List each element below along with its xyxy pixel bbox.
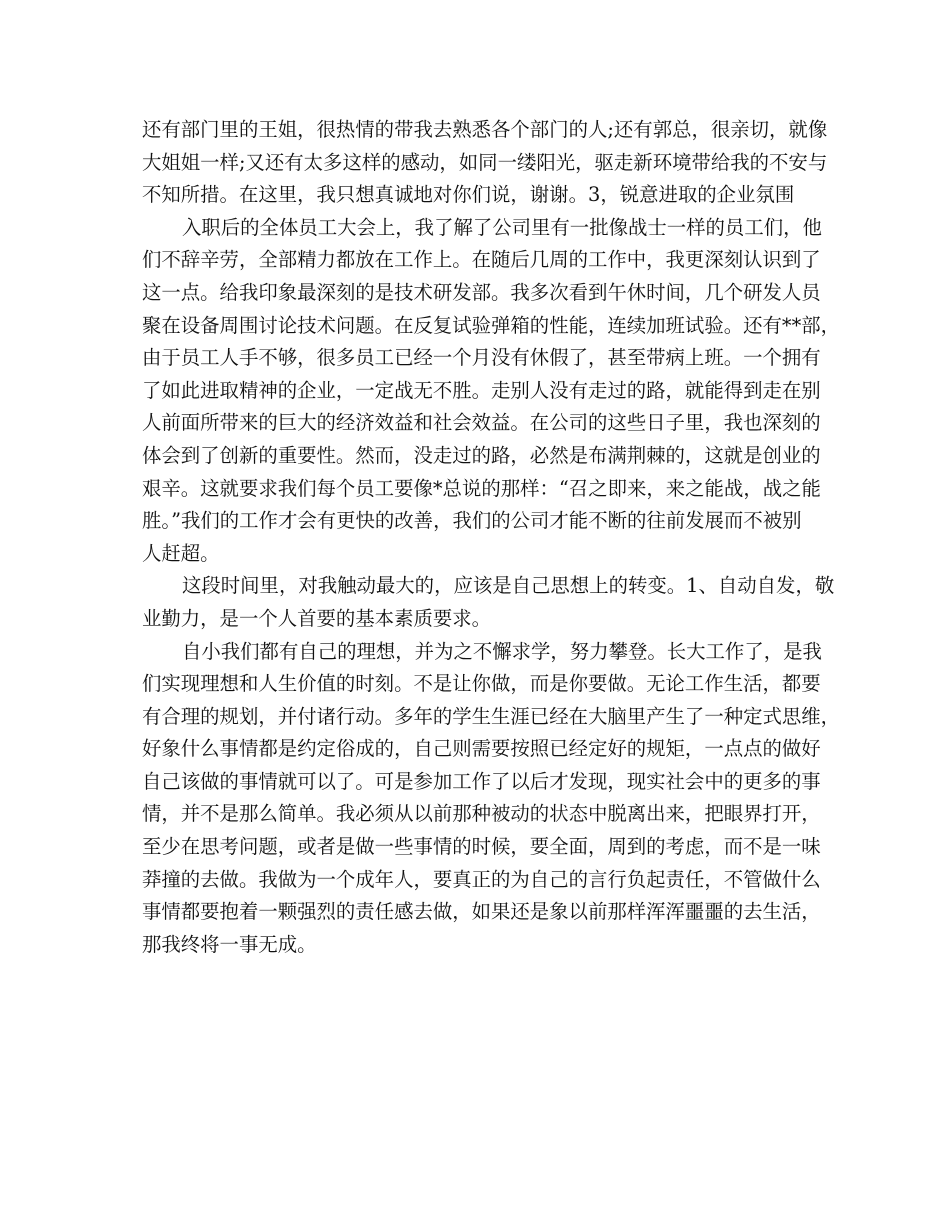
paragraph-4 [142, 636, 841, 962]
text-line: 艰辛。这就要求我们每个员工要像*总说的那样：“召之即来，来之能战，战之能 [142, 476, 821, 500]
text-line: 人前面所带来的巨大的经济效益和社会效益。在公司的这些日子里，我也深刻的 [142, 411, 821, 435]
text-line: 自小我们都有自己的理想，并为之不懈求学，努力攀登。长大工作了，是我 [182, 639, 822, 663]
text-line: 们实现理想和人生价值的时刻。不是让你做，而是你要做。无论工作生活，都要 [142, 672, 821, 696]
text-line: 还有部门里的王姐，很热情的带我去熟悉各个部门的人;还有郭总，很亲切，就像 [142, 118, 828, 141]
document-body [142, 114, 841, 961]
text-line: 至少在思考问题，或者是做一些事情的时候，要全面，周到的考虑，而不是一味 [142, 835, 821, 859]
paragraph-3 [142, 570, 835, 635]
text-line: 了如此进取精神的企业，一定战无不胜。走别人没有走过的路，就能得到走在别 [142, 378, 821, 402]
text-line: 有合理的规划，并付诸行动。多年的学生生涯已经在大脑里产生了一种定式思维， [142, 704, 841, 728]
text-line: 事情都要抱着一颗强烈的责任感去做，如果还是象以前那样浑浑噩噩的去生活， [142, 900, 821, 924]
text-line: 胜。”我们的工作才会有更快的改善，我们的公司才能不断的往前发展而不被别 [142, 509, 802, 533]
paragraph-2 [142, 212, 841, 571]
paragraph-1 [142, 114, 828, 212]
text-line: 入职后的全体员工大会上，我了解了公司里有一批像战士一样的员工们，他 [182, 215, 822, 239]
text-line: 聚在设备周围讨论技术问题。在反复试验弹箱的性能，连续加班试验。还有**部， [142, 313, 841, 337]
text-line: 情，并不是那么简单。我必须从以前那种被动的状态中脱离出来，把眼界打开， [142, 802, 821, 826]
text-line: 这一点。给我印象最深刻的是技术研发部。我多次看到午休时间，几个研发人员 [142, 280, 821, 304]
text-line: 莽撞的去做。我做为一个成年人，要真正的为自己的言行负起责任，不管做什么 [142, 867, 821, 891]
text-line: 大姐姐一样;又还有太多这样的感动，如同一缕阳光，驱走新环境带给我的不安与 [142, 150, 828, 174]
text-line: 好象什么事情都是约定俗成的，自己则需要按照已经定好的规矩，一点点的做好 [142, 737, 821, 761]
text-line: 不知所措。在这里，我只想真诚地对你们说，谢谢。3，锐意进取的企业氛围 [142, 183, 795, 207]
text-line: 业勤力，是一个人首要的基本素质要求。 [142, 606, 492, 630]
text-line: 那我终将一事无成。 [142, 932, 317, 956]
text-line: 人赶超。 [142, 541, 220, 565]
text-line: 这段时间里，对我触动最大的，应该是自己思想上的转变。1、自动自发，敬 [182, 574, 835, 598]
text-line: 由于员工人手不够，很多员工已经一个月没有休假了，甚至带病上班。一个拥有 [142, 346, 821, 370]
text-line: 体会到了创新的重要性。然而，没走过的路，必然是布满荆棘的，这就是创业的 [142, 443, 821, 467]
text-line: 们不辞辛劳，全部精力都放在工作上。在随后几周的工作中，我更深刻认识到了 [142, 248, 821, 272]
text-line: 自己该做的事情就可以了。可是参加工作了以后才发现，现实社会中的更多的事 [142, 769, 821, 793]
